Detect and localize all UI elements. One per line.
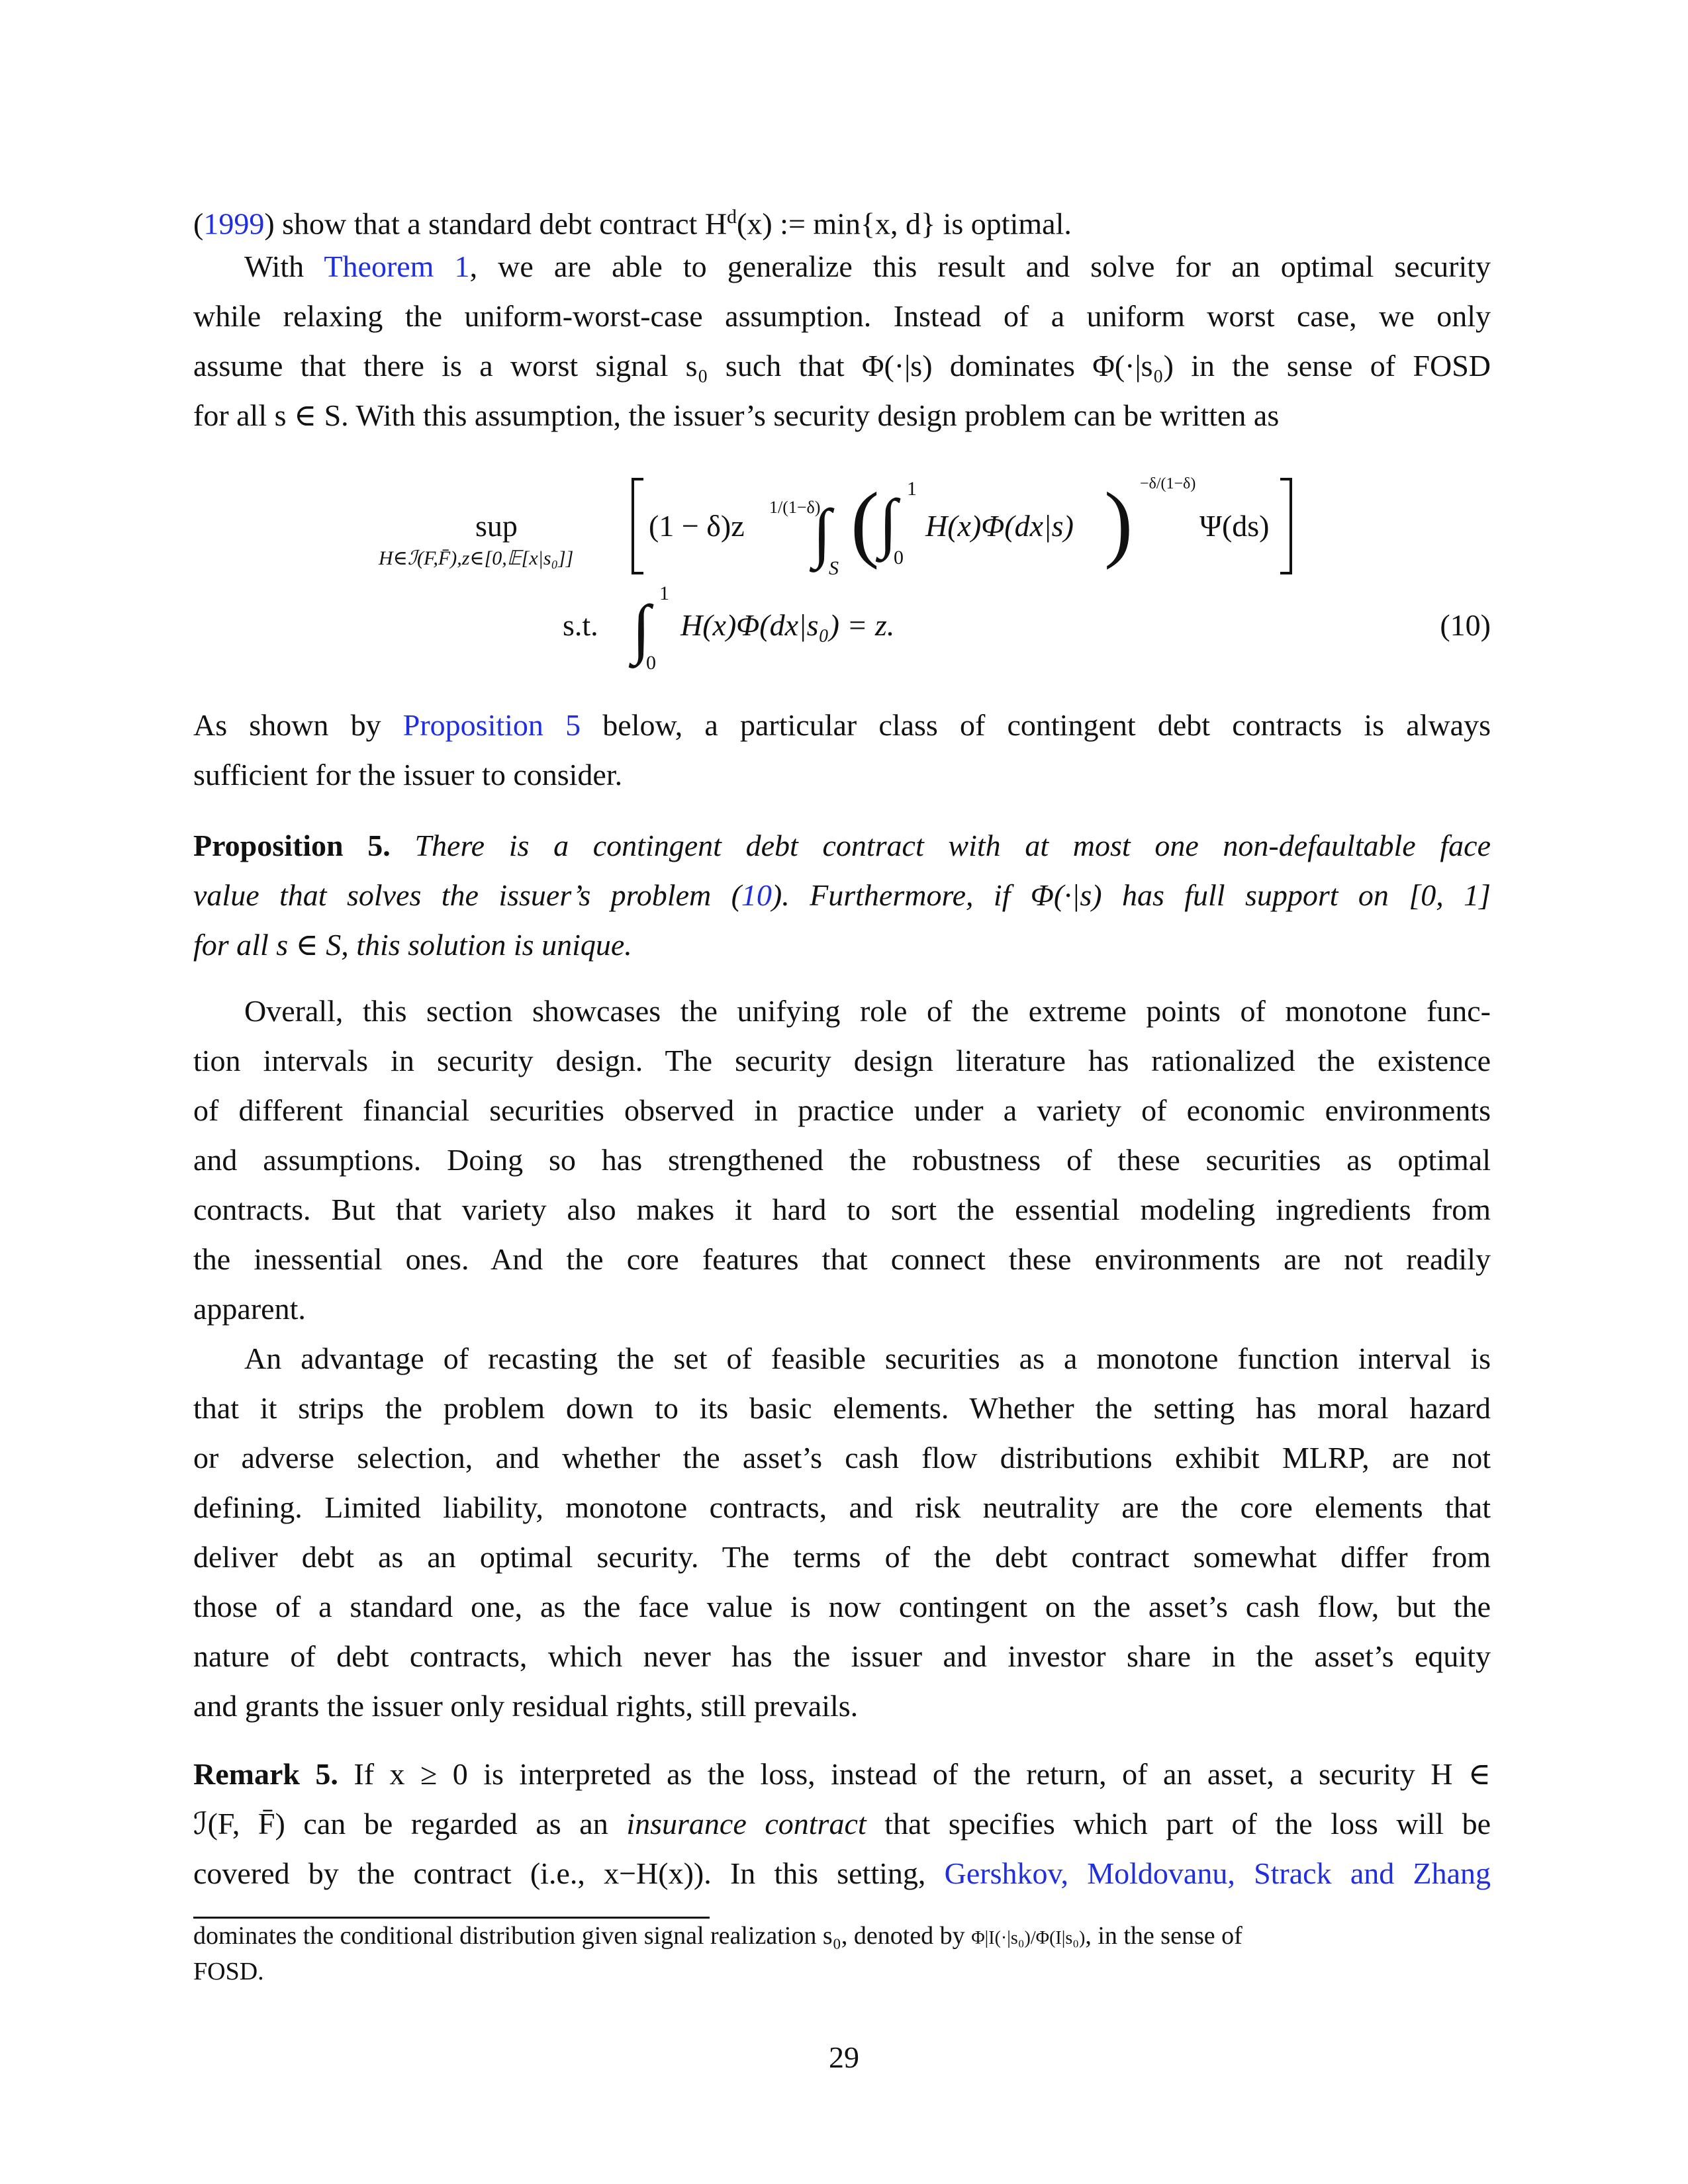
right-bracket: [1276, 477, 1296, 576]
text-line: the inessential ones. And the core features that connect these environments are not readily: [193, 1242, 1491, 1276]
gershkov-citation-link[interactable]: Gershkov, Moldovanu, Strack and Zhang: [944, 1856, 1491, 1890]
integral-sign-s: ∫: [813, 496, 831, 569]
text-line: Proposition 5. There is a contingent debt contract with at most one non-defaultable face: [193, 829, 1491, 862]
psi-measure: Ψ(ds): [1199, 509, 1270, 543]
text-line: for all s ∈ S, this solution is unique.: [193, 928, 632, 962]
text-line: or adverse selection, and whether the asset’s cash flow distributions exhibit MLRP, are not: [193, 1441, 1491, 1475]
equation-number: (10): [1440, 608, 1491, 642]
text-line: defining. Limited liability, monotone contracts, and risk neutrality are the core elements that: [193, 1490, 1491, 1524]
left-bracket: [628, 477, 647, 576]
text-line: those of a standard one, as the face value is now contingent on the asset’s cash flow, but the: [193, 1590, 1491, 1623]
paragraph-intro: [193, 192, 1491, 248]
sup-operator: sup: [475, 509, 518, 543]
text-line: An advantage of recasting the set of feasible securities as a monotone function interval is: [244, 1342, 1491, 1375]
text-line: Overall, this section showcases the unifying role of the extreme points of monotone func-: [244, 994, 1491, 1028]
text-line: contracts. But that variety also makes it hard to sort the essential modeling ingredients from: [193, 1193, 1491, 1226]
paragraph-proposition-ref: [193, 700, 1491, 799]
left-paren-icon: (: [851, 475, 880, 570]
text-line: value that solves the issuer’s problem (10). Furthermore, if Φ(·|s) has full support on [0, 1]: [193, 878, 1491, 912]
paragraph-theorem-1: [193, 242, 1491, 440]
citation-link-1999[interactable]: 1999: [203, 206, 265, 241]
text-line: nature of debt contracts, which never has the issuer and investor share in the asset’s equity: [193, 1639, 1491, 1673]
text-line: With Theorem 1, we are able to generalize this result and solve for an optimal security: [244, 250, 1491, 283]
text-line: while relaxing the uniform-worst-case assumption. Instead of a uniform worst case, we only: [193, 299, 1491, 333]
equation-term: (1 − δ)z: [649, 509, 745, 543]
text-line: sufficient for the issuer to consider.: [193, 758, 623, 792]
constraint-lower-limit: 0: [646, 652, 656, 674]
integral-subscript-s: S: [829, 557, 839, 579]
text-line: apparent.: [193, 1292, 306, 1326]
page-number: 29: [829, 2040, 859, 2074]
integral-upper-limit: 1: [907, 478, 917, 500]
remark-heading: Remark 5.: [193, 1757, 338, 1791]
text-line: (1999) show that a standard debt contract $H^d(x)$ := min{x, d} is optimal.: [193, 206, 1072, 241]
integral-sign-inner: ∫: [879, 486, 898, 559]
footnote-rule: [193, 1917, 710, 1919]
remark-5: [193, 1749, 1491, 1898]
proposition-5: [193, 821, 1491, 970]
constraint-integral-sign: ∫: [632, 592, 651, 665]
text-line: and grants the issuer only residual rights, still prevails.: [193, 1689, 859, 1723]
text-line: of different financial securities observed in practice under a variety of economic environments: [193, 1093, 1491, 1127]
text-line: for all s ∈ S. With this assumption, the issuer’s security design problem can be written as: [193, 398, 1280, 432]
inner-integrand: H(x)Φ(dx|s): [925, 509, 1074, 543]
equation-10-link[interactable]: 10: [741, 878, 772, 912]
text-line: FOSD.: [193, 1958, 264, 1985]
outer-exponent: −δ/(1−δ): [1140, 475, 1196, 492]
constraint-body: H(x)Φ(dx|s₀) = z.: [680, 608, 895, 642]
integral-lower-limit: 0: [894, 547, 904, 569]
text-line: dominates the conditional distribution given signal realization s₀, denoted by Φ|I(·|s₀)/Φ(I|s₀), in the sense of: [193, 1922, 1243, 1950]
footnote: [193, 1919, 1491, 1988]
theorem-1-link[interactable]: Theorem 1: [324, 250, 470, 283]
text-line: covered by the contract (i.e., x−H(x)). In this setting, Gershkov, Moldovanu, Strack and Zhang: [193, 1856, 1491, 1890]
paragraph-overall: [193, 986, 1491, 1334]
right-paren-icon: ): [1104, 475, 1133, 570]
text-line: and assumptions. Doing so has strengthened the robustness of these securities as optimal: [193, 1143, 1491, 1177]
proposition-5-link[interactable]: Proposition 5: [402, 708, 581, 742]
text-line: that it strips the problem down to its basic elements. Whether the setting has moral hazard: [193, 1391, 1491, 1425]
text-line: Remark 5. If x ≥ 0 is interpreted as the loss, instead of the return, of an asset, a security H ∈: [193, 1757, 1491, 1791]
proposition-heading: Proposition 5.: [193, 829, 391, 862]
text-line: assume that there is a worst signal s₀ such that Φ(·|s) dominates Φ(·|s₀) in the sense of FOSD: [193, 349, 1491, 383]
sup-subscript: H∈ℐ(F,F̄),z∈[0,𝔼[x|s₀]]: [379, 547, 574, 569]
text-line: deliver debt as an optimal security. The terms of the debt contract somewhat differ from: [193, 1540, 1491, 1574]
text-line: tion intervals in security design. The security design literature has rationalized the existence: [193, 1044, 1491, 1077]
constraint-upper-limit: 1: [659, 582, 669, 604]
paragraph-advantage: [193, 1334, 1491, 1731]
exponent-one-over-one-minus-delta: 1/(1−δ): [769, 498, 821, 517]
subject-to-label: s.t.: [563, 608, 598, 642]
text-line: ℐ(F, F̄) can be regarded as an insurance contract that specifies which part of the loss will be: [193, 1807, 1491, 1841]
text-line: As shown by Proposition 5 below, a particular class of contingent debt contracts is always: [193, 708, 1491, 742]
